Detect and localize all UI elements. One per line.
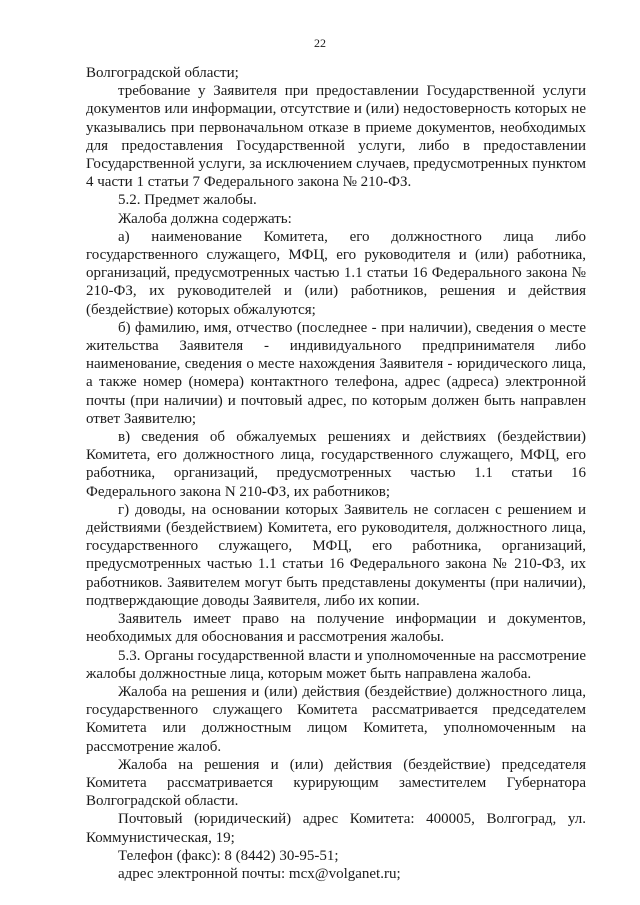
- list-item-v: в) сведения об обжалуемых решениях и действиях (бездействии) Комитета, его должностного лица, государственного служащего, МФЦ, его работника, организаций, предусмотренных частью 1.1 статьи 16 Федерального закона N 210-ФЗ, их работников;: [86, 429, 586, 500]
- paragraph-phone: Телефон (факс): 8 (8442) 30-95-51;: [118, 847, 339, 864]
- paragraph-official-complaint: Жалоба на решения и (или) действия (бездействие) должностного лица, государственного служащего Комитета рассматривается председателем Комитета или должностным лицом Комитета, уполномоченным на рассмотрение жалоб.: [86, 683, 586, 755]
- list-item-g: г) доводы, на основании которых Заявитель не согласен с решением и действиями (бездействием) Комитета, его руководителя, должностного лица, государственного служащего, МФЦ, его работника, организаций, предусмотренных частью 1.1 статьи 16 Федерального закона № 210-ФЗ, их работников. Заявителем могут быть представлены документы (при наличии), подтверждающие доводы Заявителя, либо их копии.: [86, 501, 586, 609]
- paragraph-postal-address: Почтовый (юридический) адрес Комитета: 400005, Волгоград, ул. Коммунистическая, 19;: [86, 811, 586, 846]
- section-heading-5-3: 5.3. Органы государственной власти и уполномоченные на рассмотрение жалобы должностные лица, которым может быть направлена жалоба.: [86, 647, 586, 682]
- list-item-b: б) фамилию, имя, отчество (последнее - при наличии), сведения о месте жительства Заявителя - индивидуального предпринимателя либо наименование, сведения о месте нахождения Заявителя - юридического лица, а также номер (номера) контактного телефона, адрес (адреса) электронной почты (при наличии) и почтовый адрес, по которым должен быть направлен ответ Заявителю;: [86, 319, 586, 427]
- paragraph-email: адрес электронной почты: mcx@volganet.ru;: [118, 865, 401, 882]
- paragraph-applicant-rights: Заявитель имеет право на получение информации и документов, необходимых для обоснования и рассмотрения жалобы.: [86, 611, 586, 646]
- section-heading-5-2: 5.2. Предмет жалобы.: [118, 192, 257, 209]
- page-number: 22: [314, 36, 326, 50]
- paragraph-requirement: требование у Заявителя при предоставлении Государственной услуги документов или информации, отсутствие и (или) недостоверность которых не указывались при первоначальном отказе в приеме документов, необходимых для предоставления Государственной услуги, либо в предоставлении Государственной услуги, за исключением случаев, предусмотренных пунктом 4 части 1 статьи 7 Федерального закона № 210-ФЗ.: [86, 83, 586, 191]
- list-item-a: а) наименование Комитета, его должностного лица либо государственного служащего, МФЦ, его руководителя и (или) работника, организаций, предусмотренных частью 1.1 статьи 16 Федерального закона № 210-ФЗ, их руководителей и (или) работников, решения и действия (бездействие) которых обжалуются;: [86, 228, 586, 318]
- document-body: [86, 64, 586, 883]
- paragraph-complaint-contents: Жалоба должна содержать:: [118, 210, 292, 227]
- paragraph-chairman-complaint: Жалоба на решения и (или) действия (бездействие) председателя Комитета рассматривается курирующим заместителем Губернатора Волгоградской области.: [86, 756, 586, 810]
- paragraph-continuation: Волгоградской области;: [86, 65, 239, 81]
